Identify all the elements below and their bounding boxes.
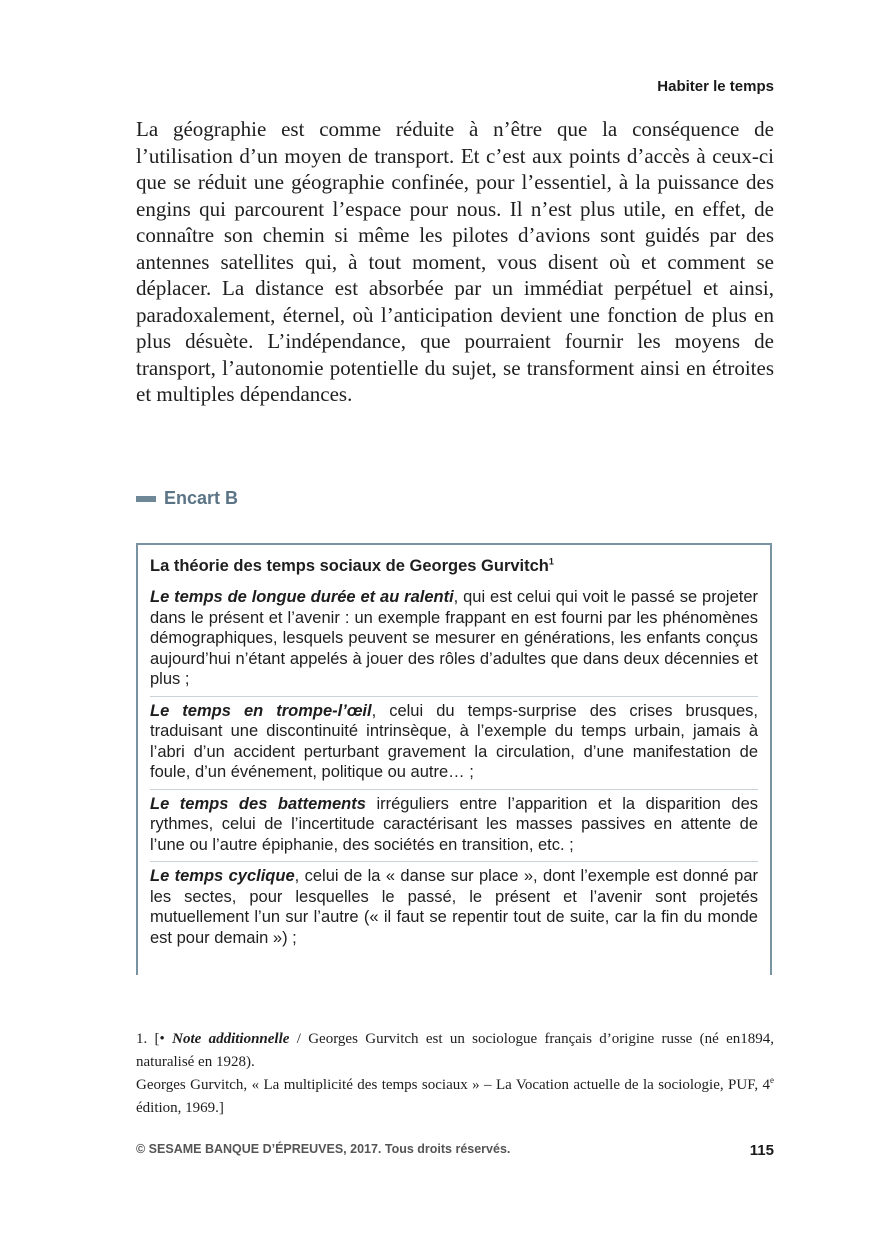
footnote-label: Note additionnelle xyxy=(172,1031,290,1047)
footnote-text-2-end: édition, 1969.] xyxy=(136,1100,224,1116)
encart-item-text: , celui du temps-surprise des crises brusques, traduisant une discontinuité intrinsèque, à l’exemple du temps urbain, jamais à l’abri d’un accident perturbant gravement la circulation, d’une manifestation de foule, d’un événement, politique ou autre… ; xyxy=(150,701,758,781)
encart-item xyxy=(150,789,758,862)
footnote-text-1: / Georges Gurvitch est un sociologue français d’origine russe (né en1894, naturalisé en 1928). xyxy=(136,1031,775,1070)
encart-item-term: Le temps en trompe-l’œil xyxy=(150,701,372,720)
encart-item-text: irréguliers entre l’apparition et la disparition des rythmes, celui de l’incertitude caractérisant les masses passives en attente de l’une ou l’autre épiphanie, des sociétés en transition, etc. ; xyxy=(150,794,758,854)
encart-item-term: Le temps des battements xyxy=(150,794,366,813)
copyright-notice: © SESAME BANQUE D’ÉPREUVES, 2017. Tous droits réservés. xyxy=(136,1142,511,1156)
encart-item-text: , qui est celui qui voit le passé se projeter dans le présent et l’avenir : un exemple frappant en est fourni par les phénomènes démographiques, lesquels peuvent se mesurer en générations, les enfants conçus aujourd’hui n’étant appelés à jouer des rôles d’adultes que dans deux décennies et plus ; xyxy=(150,588,759,688)
encart-item-term: Le temps cyclique xyxy=(150,867,295,885)
encart-heading xyxy=(136,488,238,509)
footnote-edition-sup: e xyxy=(770,1075,774,1085)
encart-title-note-ref: 1 xyxy=(548,556,554,567)
encart-title xyxy=(150,555,758,577)
page-number: 115 xyxy=(749,1142,774,1159)
page-footer xyxy=(136,1142,774,1159)
encart-item xyxy=(150,583,758,696)
encart-item-term: Le temps de longue durée et au ralenti xyxy=(150,588,454,606)
encart-box xyxy=(136,543,772,975)
running-title: Habiter le temps xyxy=(657,78,774,95)
footnote-text-2-start: Georges Gurvitch, « La multiplicité des temps sociaux » – La Vocation actuelle de la sociologie, PUF, 4 xyxy=(136,1077,770,1093)
footnote-line-2 xyxy=(136,1074,774,1120)
encart-title-text: La théorie des temps sociaux de Georges Gurvitch xyxy=(150,557,549,575)
footnote-number: 1. [• xyxy=(136,1031,165,1047)
encart-item xyxy=(150,696,758,789)
footnote xyxy=(136,1028,774,1120)
encart-item xyxy=(150,861,758,954)
footnote-line-1 xyxy=(136,1028,774,1074)
encart-bar-icon xyxy=(136,496,156,502)
body-paragraph: La géographie est comme réduite à n’être que la conséquence de l’utilisation d’un moyen de transport. Et c’est aux points d’accès à ceux-ci que se réduit une géographie confinée, pour l’essentiel, à la puissance des engins qui parcourent l’espace pour nous. Il n’est plus utile, en effet, de connaître son chemin si même les pilotes d’avions sont guidés par des antennes satellites qui, à tout moment, vous disent où et comment se déplacer. La distance est absorbée par un immédiat perpétuel et ainsi, paradoxalement, éternel, où l’anticipation devient une fonction de plus en plus désuète. L’indépendance, que pourraient fournir les moyens de transport, l’autonomie potentielle du sujet, se transforment ainsi en étroites et multiples dépendances. xyxy=(136,117,774,406)
encart-item-text: , celui de la « danse sur place », dont l’exemple est donné par les sectes, pour lesquelles le passé, le présent et l’avenir sont projetés mutuellement l’un sur l’autre (« il faut se repentir tout de suite, car la fin du monde est pour demain ») ; xyxy=(150,867,758,947)
encart-label: Encart B xyxy=(164,488,239,508)
